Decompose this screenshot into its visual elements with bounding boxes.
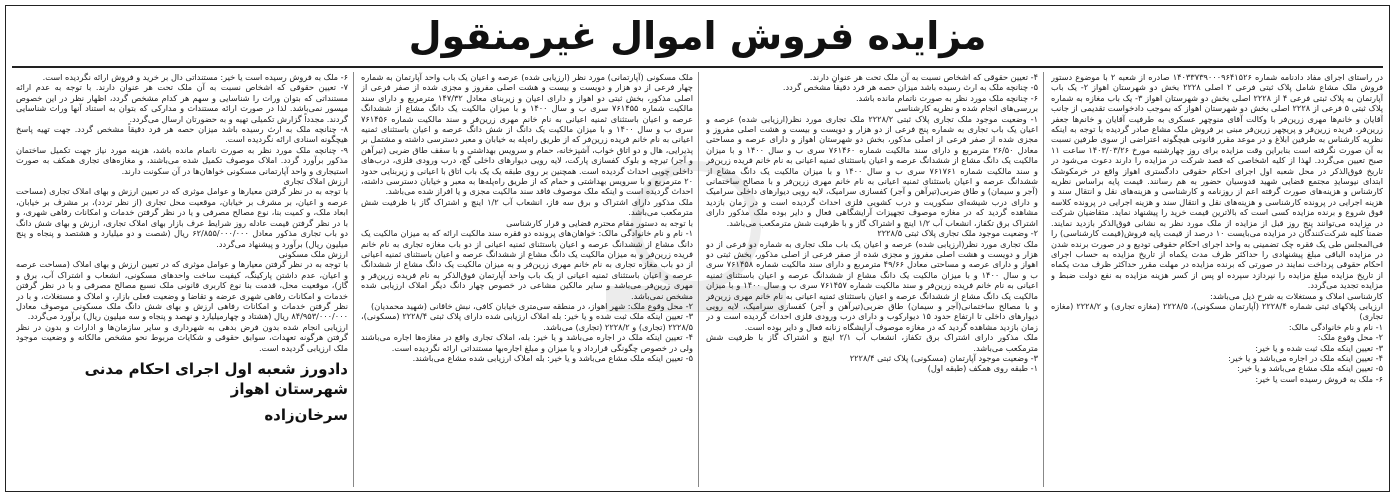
paragraph: ملک تجاری مورد نظر(ارزیابی شده) عرصه و اعیان یک باب ملک تجاری به شماره دو فرعی از دو هزار و دویست و هشت اصلی مفروز و مجزی شده از صفر فرعی از اصلی مذکور، بخش ثبتی دو اهواز و دارای عرصه و مساحتی معادل ۴۹/۶۶ مترمربع و دارای سند مالکیت شماره ۷۶۱۴۵۸ سری ب و سال ۱۴۰۰ و با میزان مالکیت یک دانگ مشاع از ششدانگ عرصه و اعیان باستثنای ثمنیه اعیانی به نام خانم فریده زرین‌فر و سند مالکیت شماره ۷۶۱۴۵۷ سری ب و سال ۱۴۰۰ و با میزان مالکیت یک دانگ مشاع از ششدانگ عرصه و اعیان باستثنای ثمنیه اعیانی به نام خانم مهری زرین‌فر و با مصالح ساختمانی(آجر و سیمان) طاق ضربی(تیرآهن و آجر) کفسازی سرامیک، لایه رویی دیوارهای داخلی تا ارتفاع حدود ۱۵ دیوارکوب و دارای درب ورودی فلزی احداث گردیده است و در زمان بازدید مشاهده گردید که در مغازه موصوف آرایشگاه زنانه فعال و دایر بوده است.: [706, 238, 1038, 332]
column-2: [706, 72, 1038, 487]
paragraph: در راستای اجرای مفاد دادنامه شماره ۱۴۰۳۳۷۳۹۰۰۰۹۶۴۱۵۲۶ صادره از شعبه ۲ با موضوع دستور فروش ملک مشاع شامل پلاک ثبتی فرعی ۲ اصلی ۲۲۲۸ بخش دو شهرستان اهواز ۲- یک باب آپارتمان به پلاک ثبتی فرعی ۴ از ۲۲۲۸ اصلی بخش دو شهرستان اهواز ۳- یک باب مغازه به شماره پلاک ثبتی ۵ فرعی از ۲۲۲۸ اصلی بخش دو شهرستان اهواز که بموجب دادخواست تقدیمی از جانب آقایان و خانم‌ها مهری زرین‌فر با وکالت آقای منوچهر عسکری به طرفیت آقایان و خانم‌ها جعفر زرین‌فر، فریده زرین‌فر و پریچهر زرین‌فر مبنی بر فروش ملک مشاع صادر گردیده با توجه به اینکه نظریه کارشناس به طرفین ابلاغ و در موعد مقرر قانونی هیچگونه اعتراضی از سوی طرفین نسبت به آن صورت نگرفته است بنابراین وقت مزایده برای روز چهارشنبه مورخ ۱۴۰۳/۰۳/۲۶ ساعت ۱۱ صبح تعیین می‌گردد. لهذا از کلیه اشخاصی که قصد شرکت در مزایده را دارند دعوت می‌شود در تاریخ فوق‌الذکر در محل شعبه اول اجرای احکام حقوقی دادگستری اهواز واقع در خرمکوشک ابتدای نیوسایدِ مجتمع قضایی شهید قدوسیان حضور به هم رسانند. قیمت پایه براساس نظریه کارشناس و هزینه‌های صورت گرفته اعم از روزنامه و کارشناسی و هزینه‌های نقل و انتقال سند و هزینه اجرایی در پرونده کارشناسی و هزینه‌های نقل و انتقال سند و هزینه اجرایی در پرونده کلاسه فوق شروع و برنده مزایده کسی است که بالاترین قیمت خرید را پیشنهاد نماید. متقاضیان شرکت در مزایده می‌توانند پنج روز قبل از مزایده از ملک مورد نظر به نشانی فوق‌الذکر بازدید نمایند. ضمناً کلیه شرکت‌کنندگان در مزایده می‌بایست ۱۰ درصد از قیمت پایه فروش(قیمت کارشناسی) را فی‌المجلس طی یک فقره چک تضمینی به واحد اجرای احکام حقوقی تودیع و در صورت برنده شدن در مزایده الباقی مبلغ پیشنهادی را حداکثر ظرف مدت یکماه از تاریخ مزایده به حساب اجرای احکام حقوقی پرداخت نمایند در صورتی که برنده مزایده در مهلت مقرر حداکثر ظرف مدت یکماه از تاریخ مزایده مبلغ مزایده را نپردازد سپرده او پس از کسر هزینه مزایده به نفع دولت ضبط و مزایده تجدید می‌گردد.: [1051, 72, 1383, 291]
paragraph: ۱- نام و نام خانوادگی مالک: خواهان‌های پرونده دو فقره سند مالکیت ارائه که به میزان مالکیت یک دانگ مشاع از ششدانگ عرصه و اعیان باستثنای ثمنیه اعیانی از دو باب مغازه تجاری به نام خانم فریده زرین‌فر و به میزان مالکیت یک دانگ مشاع از ششدانگ عرصه و اعیان باستثنای ثمنیه اعیانی از دو باب مغازه تجاری به نام خانم مهری زرین‌فر و به میزان مالکیت یک دانگ مشاع از ششدانگ عرصه و اعیان باستثنای ثمنیه اعیانی از یک باب واحد آپارتمان فوق‌الذکر به نام فریده زرین‌فر و مهری زرین‌فر می‌باشد و سایر مالکین مشاعی در خصوص چهار دانگ دیگر املاک ارزیابی شده مشخص نمی‌باشد.: [361, 228, 693, 301]
paragraph: با توجه به در نظر گرفتن معیارها و عوامل موثری که در تعیین ارزش و بهای املاک تجاری (مساحت عرصه و اعیان، بر مشرف بر خیابان، موقعیت محل تجاری (از نظر تردد)، بر مشرف بر خیابان، ابعاد ملک، و کمیت بنا، نوع مصالح مصرفی و یا در نظر گرفتن خدمات و امکانات رفاهی شهری، و با در نظر گرفتن قیمت عادله روز شرایط عرف بازار بهای املاک تجاری، ارزش و بهای شش دانگ دو باب تجاری مذکور معادل ۶۲/۸۵۵/۰۰۰/۰۰۰ ریال (شصت و دو میلیارد و هشتصد و پنجاه و پنج میلیون ریال) برآورد و پیشنهاد می‌گردد.: [16, 186, 348, 249]
paragraph: با توجه به دستور مقام محترم قضایی و قرار کارشناسی: [506, 217, 693, 228]
notice-columns: [12, 72, 1383, 487]
paragraph: ۱- نام و نام خانوادگی مالک:: [1288, 321, 1383, 332]
signature-title: دادورز شعبه اول اجرای احکام مدنی شهرستان اهواز: [84, 359, 348, 398]
paragraph: ۲- محل وقوع ملک: شهر اهواز، در منطقه سی‌متری خیابان کافی، نبش خاقانی (شهید محمدیان): [371, 300, 693, 311]
paragraph: ۱- طبقه روی همکف (طبقه اول): [927, 363, 1038, 374]
paragraph: ۴- تعیین اینکه ملک در اجاره می‌باشد و یا خیر:: [1228, 352, 1383, 363]
paragraph: ۶- ملک به فروش رسیده است یا خیر:: [1255, 373, 1383, 384]
paragraph: با توجه به در نظر گرفتن معیارها و عوامل موثری که در تعیین ارزش و بهای املاک (مساحت عرصه و اعیان، عدم داشتن پارکینگ، کیفیت ساخت واحدهای مسکونی، انشعاب و اشتراک آب، برق و گاز)، موقعیت محل، قدمت بنا نوع کاربری قانونی ملک نسبع مصالح مصرفی و با در نظر گرفتن خدمات و امکانات رفاهی شهری عرضه و تقاضا و وضعیت فعلی بازار، و املاک و مستغلات، و با در نظر گرفتن خدمات و امکانات رفاهی ارزش و بهای شش دانگ ملک مسکونی موصوف معادل ۸۴/۹۵۳/۰۰۰/۰۰۰ ریال (هشتاد و چهارمیلیارد و نهصد و پنجاه و سه میلیون ریال) برآورد می‌گردد.: [16, 259, 348, 322]
paragraph: ۳- وضعیت موجود آپارتمان (مسکونی) پلاک ثبتی ۲۲۲۸/۴: [849, 352, 1038, 363]
paragraph: ملک مسکونی (آپارتمانی) مورد نظر (ارزیابی شده) عرصه و اعیان یک باب واحد آپارتمان به شماره چهار فرعی از دو هزار و دویست و بیست و هشت اصلی مفروز و مجزی شده از صفر فرعی از اصلی مذکور، بخش ثبتی دو اهواز و دارای اعیان و زیربنای معادل ۱۴۷/۳۲ مترمربع و دارای سند مالکیت شماره ۷۶۱۴۵۵ سری ب و سال ۱۴۰۰ و با میزان مالکیت یک دانگ مشاع از ششدانگ عرصه و اعیان باستثنای ثمنیه اعیانی به نام خانم مهری زرین‌فر و سند مالکیت شماره ۷۶۱۴۵۶ سری ب و سال ۱۴۰۰ و با میزان مالکیت یک دانگ از شش دانگ عرصه و اعیان باستثنای ثمنیه اعیانی به نام خانم فریده زرین‌فر که از طریق راه‌پله به خیابان و معبر دسترسی داشته و مشتمل بر پذیرایی، هال و دو اتاق خواب، آشپزخانه، حمام و سرویس بهداشتی و با سقف طاق ضربی (تیرآهن و آجر) تیرچه و بلوک کفسازی پارکت، لایه رویی دیوارهای داخلی گچ، درب ورودی فلزی، درب‌های داخلی چوبی احداث گردیده است. همچنین بر روی طبقه یک یک باب اتاق با اعیانی و زیربنایی حدود ۲۰ مترمربع و با سرویس بهداشتی و حمام که از طریق راه‌پله‌ها به معبر و خیابان دسترسی داشته، احداث گردیده است و اینکه ملک موصوف فاقد سند مالکیت مجزی و یا افراز شده می‌باشد.: [361, 72, 693, 197]
paragraph: ۹- چنانچه ملک مورد نظر به صورت ناتمام مانده باشد، هزینه مورد نیاز جهت تکمیل ساختمان مذکور برآورد گردد. املاک موصوف تکمیل شده می‌باشند، و مغازه‌های تجاری همکف به صورت استیجاری و واحد آپارتمانی مسکونی خواهان‌ها در آن سکونت دارند.: [16, 144, 348, 176]
paragraph: ۶- چنانچه ملک مورد نظر به صورت ناتمام مانده باشد.: [855, 92, 1038, 103]
paragraph: ۵- تعیین اینکه ملک مشاع می‌باشد و یا خیر: بله املاک ارزیابی شده مشاع می‌باشند.: [412, 352, 693, 363]
paragraph: ۵- چنانچه ملک به ارث رسیده باشد میزان حصه هر فرد دقیقاً مشخص گردد.: [782, 82, 1038, 93]
column-3: [361, 72, 693, 487]
column-1: [1051, 72, 1383, 487]
paragraph: ارزیابی انجام شده بدون فرض بدهی به شهرداری و سایر سازمان‌ها و ادارات و بدون در نظر گرفتن هرگونه تعهدات، سوابق حقوقی و شکایات مربوط نحو مشخص مالکانه و وضعیت موجود ملک ارزیابی گردیده است.: [16, 321, 348, 353]
paragraph: ۷- تعیین حقوقی که اشخاص نسبت به آن ملک تحت هر عنوان دارند. با توجه به عدم ارائه مستنداتی که بتوان ورات را شناسایی و سهم هر کدام مشخص گردد، اظهار نظر در این خصوص میسور نمی‌باشد. لذا در صورت ارائه مستندات و مدارکی که بتوان به استناد آنها ورات شناسایی گردند. مجدداً گزارش تکمیلی تهیه و به حضورتان ارسال می‌گردد.: [16, 82, 348, 124]
paragraph: ۳- تعیین اینکه ملک ثبت شده و یا خیر: بله املاک ارزیابی شده دارای پلاک ثبتی ۲۲۲۸/۴ (مسکونی)، ۲۲۲۸/۵ (تجاری) و ۲۲۲۸/۲ (تجاری) می‌باشد.: [361, 311, 693, 332]
paragraph: ۸- چنانچه ملک به ارث رسیده باشد میزان حصه هر فرد دقیقاً مشخص گردد. جهت تهیه پاسخ هیچگونه اسنادی ارائه نگردیده است.: [16, 124, 348, 145]
paragraph: ۱- وضعیت موجود ملک تجاری پلاک ثبتی ۲۲۲۸/۲ ملک تجاری مورد نظر(ارزیابی شده) عرصه و اعیان یک باب تجاری به شماره پنج فرعی از دو هزار و دویست و بیست و هشت اصلی مفروز و مجزی شده از صفر فرعی از اصلی مذکور، بخش دو شهرستان اهواز و دارای عرصه و مساحتی معادل ۲۶/۵۰ مترمربع و دارای سند مالکیت شماره ۷۶۱۴۶۰ سری ب و سال ۱۴۰۰ و با میزان مالکیت یک دانگ مشاع از ششدانگ عرصه و اعیان باستثنای ثمنیه اعیانی به نام خانم فریده زرین‌فر و سند مالکیت شماره ۷۶۱۷۶۱ سری ب و سال ۱۴۰۰ و با میزان مالکیت یک دانگ مشاع از ششدانگ عرصه و اعیان باستثنای ثمنیه اعیانی به نام خانم مهری زرین‌فر و با مصالح ساختمانی (آجر و سیمان) و طاق ضربی(تیرآهن و آجر) کفسازی سرامیک، لایه رویی دیوارهای داخلی سرامیک و دارای درب شیشه‌ای سکوریت و درب کشویی فلزی احداث گردیده است و در زمان بازدید مشاهده گردید که در مغازه موصوف تجهیزات آرایشگاهی فعال و دایر بوده ملک مذکور دارای اشتراک برق تکفاز، انشعاب آب ۱/۲ اینچ و اشتراک گاز و با ظرفیت شش مترمکعب می‌باشد.: [706, 113, 1038, 228]
paragraph: ۴- تعیین حقوقی که اشخاص نسبت به آن ملک تحت هر عنوان دارند.: [809, 72, 1038, 82]
column-divider: [353, 72, 354, 487]
paragraph: ۲- محل وقوع ملک:: [1317, 332, 1383, 343]
paragraph: ۲- وضعیت موجود ملک تجاری پلاک ثبتی ۲۲۲۸/۵: [877, 228, 1038, 239]
paragraph: ۵- تعیین اینکه ملک مشاع می‌باشد و یا خیر:: [1237, 363, 1383, 374]
paragraph: ارزش ملک مسکونی: [278, 248, 348, 259]
newspaper-notice: [5, 5, 1390, 492]
paragraph: ملک مذکور دارای اشتراک و برق سه فاز، انشعاب آب ۱/۲ اینچ و اشتراک گاز با ظرفیت شش مترمکعب می‌باشد.: [361, 196, 693, 218]
paragraph: ملک مذکور دارای اشتراک برق تکفاز، انشعاب آب ۲/۱ اینچ و اشتراک گاز با ظرفیت شش مترمکعب می‌باشد.: [706, 332, 1038, 353]
paragraph: بررسی‌های انجام شده و نظریه کارشناسی: [894, 103, 1038, 114]
column-4: [16, 72, 348, 487]
column-divider: [1043, 72, 1044, 487]
paragraph: ۳- تعیین اینکه ملک ثبت شده و یا خیر:: [1255, 342, 1383, 353]
paragraph: کارشناسی املاک و مستغلات به شرح ذیل می‌باشد:: [1210, 290, 1383, 301]
signature-name: سرخان‌زاده: [264, 405, 348, 424]
paragraph: ۴- تعیین اینکه ملک در اجاره می‌باشد و یا خیر: بله، املاک تجاری واقع در مغازه‌ها اجاره می‌باشند ولی در خصوص چگونگی قرارداد و یا میزان و مبلغ اجاره‌بها مستنداتی ارائه نگردیده است.: [361, 332, 693, 353]
notice-title: مزایده فروش اموال غیرمنقول: [408, 14, 987, 58]
column-divider: [698, 72, 699, 487]
paragraph: ارزیابی پلاکهای ثبتی شماره ۲۲۲۸/۴ (آپارتمان مسکونی)، ۲۲۲۸/۵ (مغازه تجاری) و ۲۲۲۸/۲ (مغازه تجاری): [1051, 300, 1383, 322]
paragraph: ۶- ملک به فروش رسیده است یا خیر: مستنداتی دال بر خرید و فروش ارائه نگردیده است.: [42, 72, 348, 82]
paragraph: ارزش املاک تجاری: [283, 176, 348, 187]
title-divider: [12, 66, 1383, 68]
